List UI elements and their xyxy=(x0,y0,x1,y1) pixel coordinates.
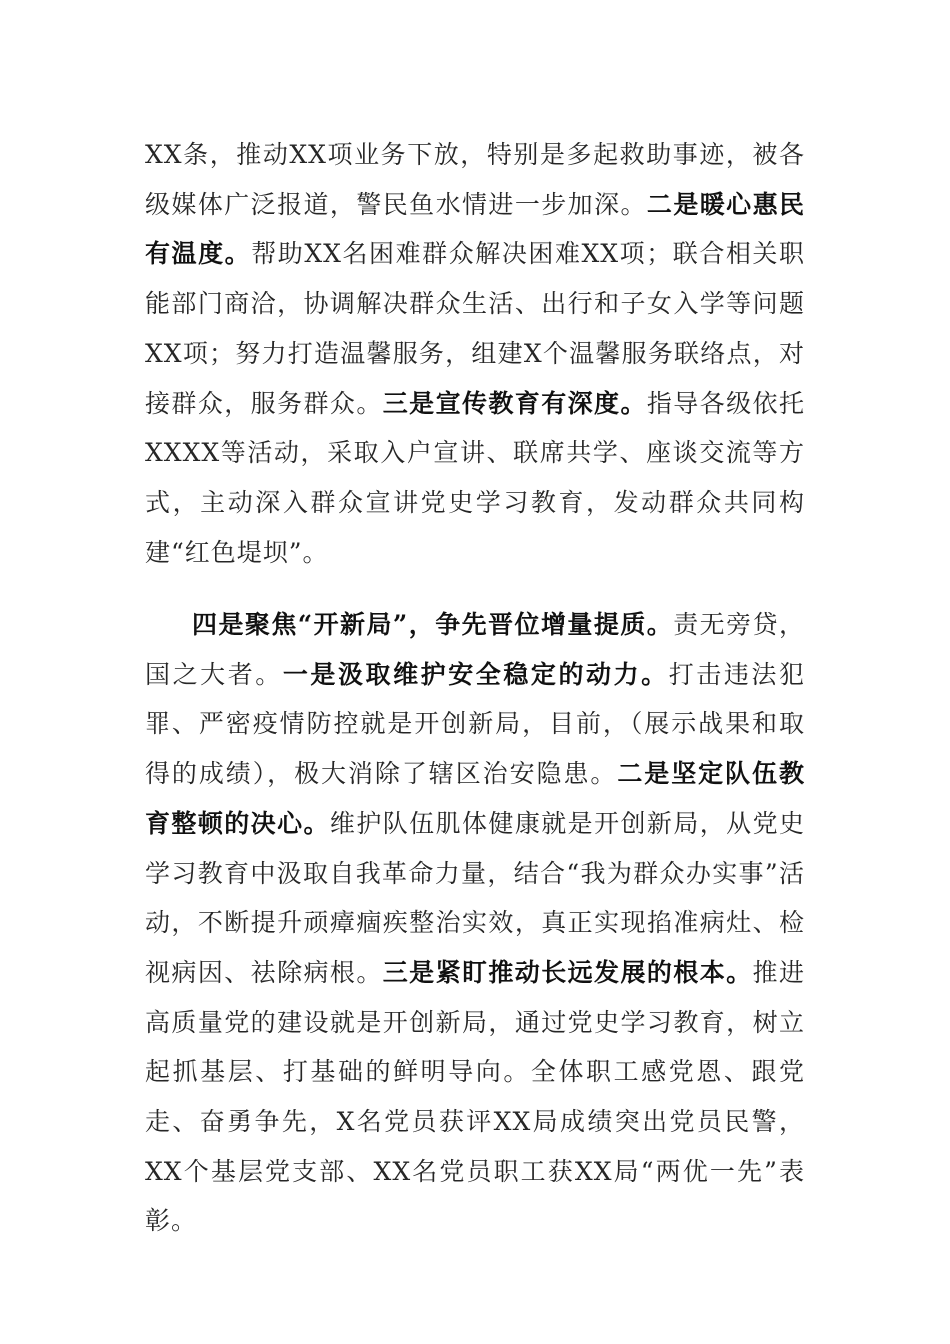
p2-sentence-4: 打击违法犯罪、严密疫情防控就是开创新局，目前，（展示战果和取得的成绩），极大消除了辖区治安隐患。 xyxy=(145,659,805,789)
p2-sentence-6: 维护队伍肌体健康就是开创新局，从党史学习教育中汲取自我革命力量，结合“我为群众办实事”活动，不断提升顽瘴痼疾整治实效，真正实现掐准病灶、检视病因、祛除病根。 xyxy=(145,808,805,987)
p2-section-heading: 四是聚焦“开新局”，争先晋位增量提质。 xyxy=(192,610,674,639)
p2-heading-1: 一是汲取维护安全稳定的动力。 xyxy=(282,659,669,689)
p2-sentence-2: 责无旁贷，国之大者。 xyxy=(145,610,805,689)
p1-sentence-3: 帮助XX名困难群众解决困难XX项；联合相关职能部门商洽，协调解决群众生活、出行和子女入学等问题XX项；努力打造温馨服务，组建X个温馨服务联络点，对接群众，服务群众。 xyxy=(145,239,805,418)
p2-sentence-8: 推进高质量党的建设就是开创新局，通过党史学习教育，树立起抓基层、打基础的鲜明导向。全体职工感党恩、跟党走、奋勇争先，X名党员获评XX局成绩突出党员民警，XX个基层党支部、XX名党员职工获XX局“两优一先”表彰。 xyxy=(145,957,805,1236)
p1-heading-2: 二是暖心惠民有温度。 xyxy=(145,189,805,269)
p1-heading-3: 三是宣传教育有深度。 xyxy=(382,388,647,418)
p2-heading-2: 二是坚定队伍教育整顿的决心。 xyxy=(145,759,805,838)
paragraph-1 xyxy=(145,130,805,577)
paragraph-2 xyxy=(145,600,805,1246)
p2-heading-3: 三是紧盯推动长远发展的根本。 xyxy=(382,957,753,987)
p1-sentence-1: XX条，推动XX项业务下放，特别是多起救助事迹，被各级媒体广泛报道，警民鱼水情进一步加深。 xyxy=(145,140,805,219)
p1-sentence-5: 指导各级依托XXXX等活动，采取入户宣讲、联席共学、座谈交流等方式，主动深入群众宣讲党史学习教育，发动群众共同构建“红色堤坝”。 xyxy=(145,388,805,567)
